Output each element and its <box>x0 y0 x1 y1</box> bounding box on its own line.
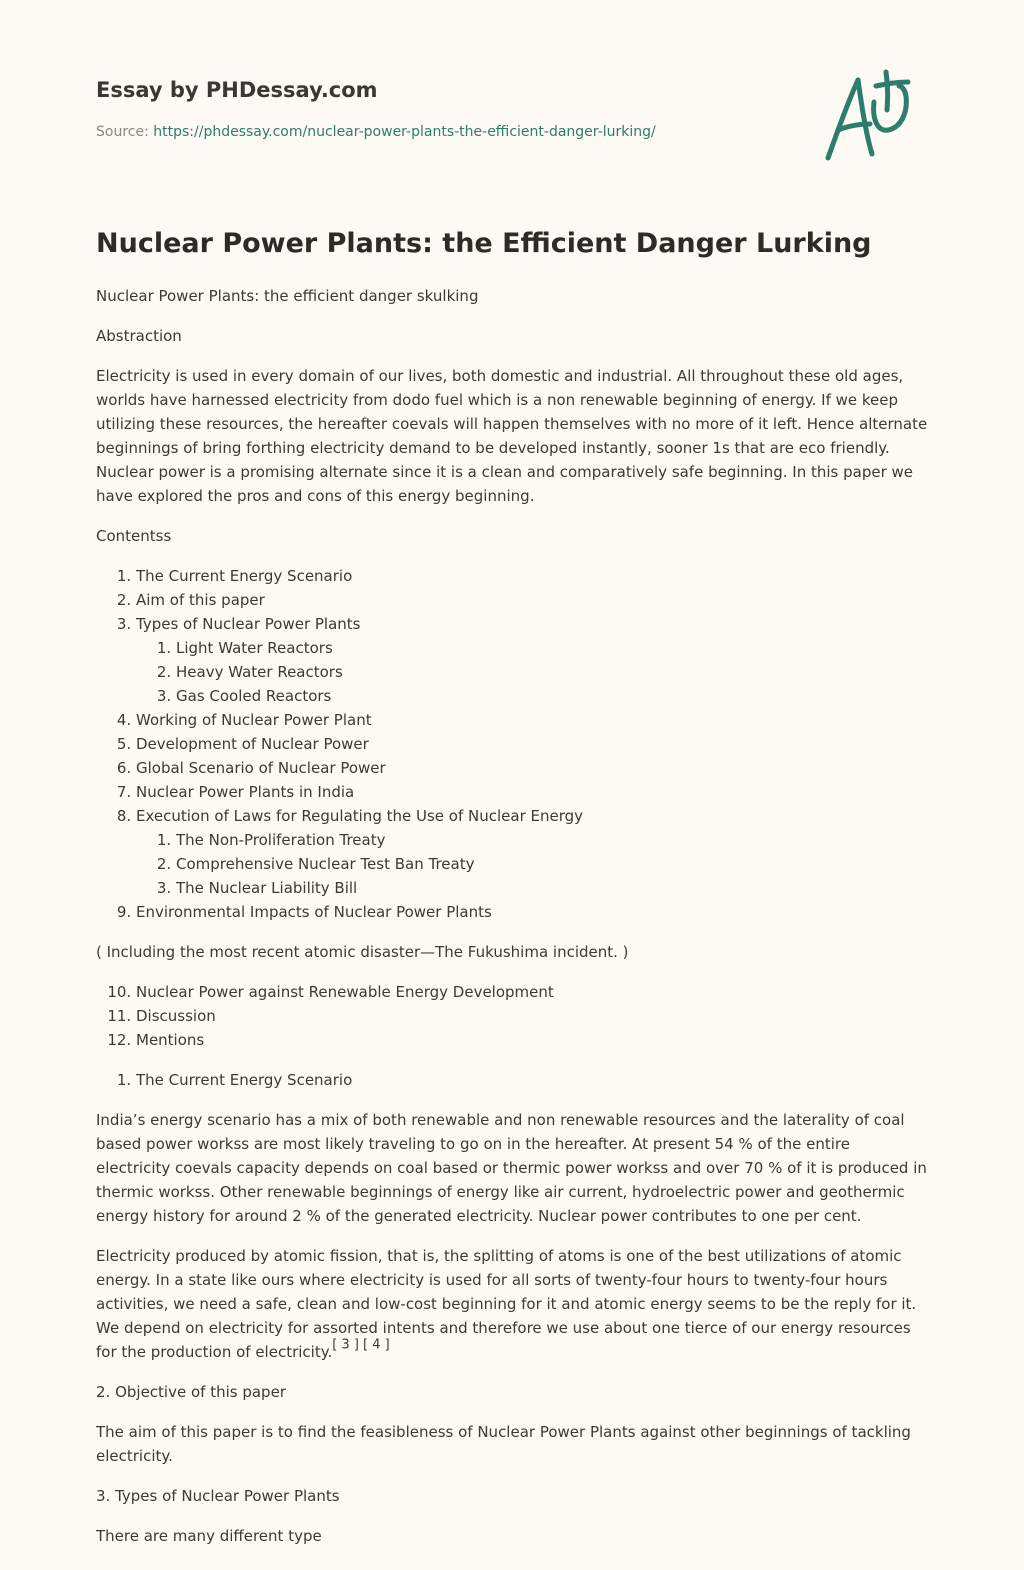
body-paragraph <box>96 1244 928 1364</box>
toc-item: 10. Nuclear Power against Renewable Energy Development <box>136 980 928 1004</box>
toc-item: 5. Development of Nuclear Power <box>136 732 928 756</box>
toc-item: 2. Aim of this paper <box>136 588 928 612</box>
table-of-contents <box>96 564 928 924</box>
source-link[interactable]: https://phdessay.com/nuclear-power-plants-the-efficient-danger-lurking/ <box>153 124 656 140</box>
paragraph-text: Electricity produced by atomic fission, that is, the splitting of atoms is one of the best utilizations of atomic energy. In a state like ours where electricity is used for all sorts of twenty-four hours to twenty-four hours activities, we need a safe, clean and low-cost beginning for it and atomic energy seems to be the reply for it. We depend on electricity for assorted intents and therefore we use about one tierce of our energy resources for the production of electricity. <box>96 1247 917 1361</box>
toc-item: 6. Global Scenario of Nuclear Power <box>136 756 928 780</box>
toc-subitem: 3. The Nuclear Liability Bill <box>176 876 928 900</box>
abstract-heading: Abstraction <box>96 327 182 345</box>
toc-subitem: 1. Light Water Reactors <box>176 636 928 660</box>
toc-subitem: 2. Heavy Water Reactors <box>176 660 928 684</box>
source-line <box>96 121 656 143</box>
essay-subtitle: Nuclear Power Plants: the efficient danger skulking <box>96 287 479 305</box>
toc-item: 4. Working of Nuclear Power Plant <box>136 708 928 732</box>
abstract-paragraph: Electricity is used in every domain of our lives, both domestic and industrial. All throughout these old ages, worlds have harnessed electricity from dodo fuel which is a non renewable beginning of energy. If we keep utilizing these resources, the hereafter coevals will happen themselves with no more of it left. Hence alternate beginnings of bring forthing electricity demand to be developed instantly, sooner 1s that are eco friendly. Nuclear power is a promising alternate since it is a clean and comparatively safe beginning. In this paper we have explored the pros and cons of this energy beginning. <box>96 367 928 505</box>
section-heading: 1. The Current Energy Scenario <box>136 1068 928 1092</box>
section-heading: 2. Objective of this paper <box>96 1383 286 1401</box>
body-paragraph: India’s energy scenario has a mix of both renewable and non renewable resources and the laterality of coal based power workss are most likely traveling to go on in the hereafter. At present 54 % of the entire electricity coevals capacity depends on coal based or thermic power workss and over 70 % of it is produced in thermic workss. Other renewable beginnings of energy like air current, hydroelectric power and geothermic energy history for around 2 % of the generated electricity. Nuclear power contributes to one per cent. <box>96 1111 927 1225</box>
toc-item <box>136 804 928 900</box>
toc-item: 9. Environmental Impacts of Nuclear Power Plants <box>136 900 928 924</box>
source-label: Source: <box>96 124 154 140</box>
table-of-contents-continued <box>96 980 928 1052</box>
toc-item: 12. Mentions <box>136 1028 928 1052</box>
toc-note: ( Including the most recent atomic disaster—The Fukushima incident. ) <box>96 943 629 961</box>
body-paragraph: There are many different type <box>96 1527 322 1545</box>
site-brand: Essay by PHDessay.com <box>96 78 378 102</box>
toc-item: 11. Discussion <box>136 1004 928 1028</box>
a-plus-logo-icon <box>822 68 926 164</box>
reference-markers: [ 3 ] [ 4 ] <box>332 1337 390 1353</box>
contents-heading: Contentss <box>96 527 172 545</box>
toc-sublist <box>136 828 928 900</box>
toc-subitem: 3. Gas Cooled Reactors <box>176 684 928 708</box>
toc-subitem: 1. The Non-Proliferation Treaty <box>176 828 928 852</box>
body-paragraph: The aim of this paper is to find the feasibleness of Nuclear Power Plants against other beginnings of tackling electricity. <box>96 1423 911 1465</box>
section-1-heading-list <box>96 1068 928 1092</box>
toc-item: 1. The Current Energy Scenario <box>136 564 928 588</box>
toc-item <box>136 612 928 708</box>
toc-item-label: Execution of Laws for Regulating the Use of Nuclear Energy <box>136 807 584 825</box>
toc-subitem: 2. Comprehensive Nuclear Test Ban Treaty <box>176 852 928 876</box>
toc-item: 7. Nuclear Power Plants in India <box>136 780 928 804</box>
toc-sublist <box>136 636 928 708</box>
toc-item-label: Types of Nuclear Power Plants <box>136 615 361 633</box>
essay-body <box>96 284 928 1564</box>
section-heading: 3. Types of Nuclear Power Plants <box>96 1487 340 1505</box>
essay-title: Nuclear Power Plants: the Efficient Danger Lurking <box>96 228 872 259</box>
